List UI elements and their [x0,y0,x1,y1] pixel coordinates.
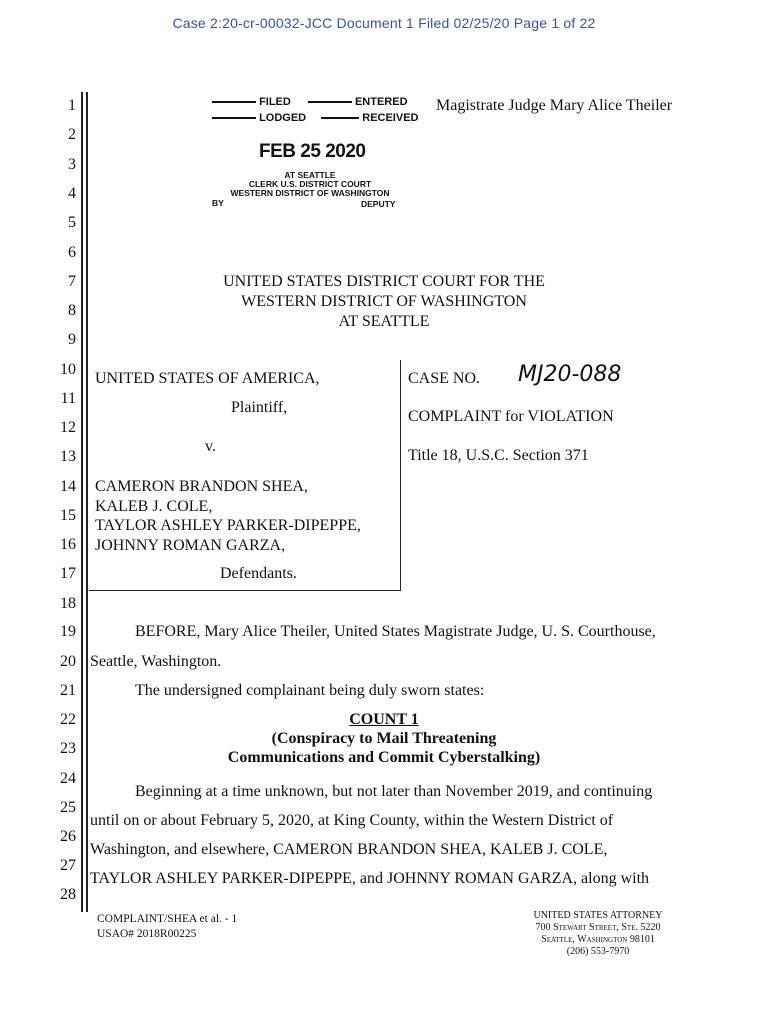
before-line-2: Seattle, Washington. [90,653,222,670]
stamp-lodged: LODGED [259,112,307,124]
line-number: 20 [60,653,76,670]
line-number: 22 [60,711,76,728]
case-no-handwritten: MJ20-088 [518,362,622,387]
stamp-lines [218,171,402,198]
stamp-clerk: CLERK U.S. DISTRICT COURT [248,179,372,189]
stamp-at: AT SEATTLE [284,170,336,180]
caption-box [89,360,401,591]
footer-office: UNITED STATES ATTORNEY [533,910,663,921]
line-number: 24 [60,770,76,787]
stamp-filed: FILED [259,96,291,108]
statute: Title 18, U.S.C. Section 371 [408,447,589,464]
defendant-list [95,477,361,555]
court-line-3: AT SEATTLE [338,313,430,330]
versus: v. [205,438,216,455]
line-number: 28 [60,886,76,903]
sworn-statement: The undersigned complainant being duly sworn states: [135,682,485,699]
count-subtitle-2: Communications and Commit Cyberstalking) [227,749,541,766]
footer-phone: (206) 553-7970 [566,946,630,957]
stamp-date: FEB 25 2020 [259,141,366,162]
line-number: 14 [60,478,76,495]
line-number: 25 [60,799,76,816]
paragraph-line: TAYLOR ASHLEY PARKER-DIPEPPE, and JOHNNY ROMAN GARZA, along with [90,870,650,887]
page-header: Case 2:20-cr-00032-JCC Document 1 Filed 02/25/20 Page 1 of 22 [172,15,596,31]
count-heading [150,710,618,767]
line-number: 13 [60,448,76,465]
court-line-1: UNITED STATES DISTRICT COURT FOR THE [223,273,545,290]
line-number: 9 [68,331,76,348]
stamp-by: BY [212,198,224,208]
court-line-2: WESTERN DISTRICT OF WASHINGTON [241,293,527,310]
footer-city: Seattle, Washington 98101 [541,934,655,945]
complaint-title: COMPLAINT for VIOLATION [408,408,614,425]
line-number: 18 [60,595,76,612]
defendants-label: Defendants. [220,565,297,582]
stamp-deputy: DEPUTY [361,199,396,209]
before-line-1: BEFORE, Mary Alice Theiler, United States Magistrate Judge, U. S. Courthouse, [135,623,656,640]
line-number: 5 [68,214,76,231]
line-number: 19 [60,623,76,640]
court-heading [150,272,618,332]
line-number: 3 [68,156,76,173]
defendant-name: TAYLOR ASHLEY PARKER-DIPEPPE, [95,517,361,534]
footer-left [97,912,237,942]
paragraph-line: Beginning at a time unknown, but not later than November 2019, and continuing [135,783,653,800]
footer-caption: COMPLAINT/SHEA et al. - 1 [97,913,238,925]
stamp-entered: ENTERED [354,96,408,108]
plaintiff-name: UNITED STATES OF AMERICA, [95,370,320,387]
stamp-row-lodged [212,112,419,124]
case-no-label: CASE NO. [408,370,481,387]
paragraph-line: Washington, and elsewhere, CAMERON BRANDON SHEA, KALEB J. COLE, [90,841,608,858]
line-number: 7 [68,273,76,290]
line-number: 27 [60,857,76,874]
line-number: 17 [60,565,76,582]
line-number: 16 [60,536,76,553]
line-number: 8 [68,302,76,319]
footer-right [498,910,698,958]
margin-rule-right [86,92,88,912]
stamp-received: RECEIVED [362,112,419,124]
stamp-district: WESTERN DISTRICT OF WASHINGTON [230,188,390,198]
magistrate-judge: Magistrate Judge Mary Alice Theiler [436,97,673,114]
count-title: COUNT 1 [349,711,419,728]
line-number: 6 [68,244,76,261]
defendant-name: JOHNNY ROMAN GARZA, [95,536,286,554]
line-number: 26 [60,828,76,845]
paragraph-line: until on or about February 5, 2020, at King County, within the Western District of [90,812,614,829]
line-number: 4 [68,185,76,202]
line-number: 23 [60,740,76,757]
line-number: 21 [60,682,76,699]
margin-rule-left [81,92,83,912]
line-number: 1 [68,97,76,114]
line-number: 12 [60,419,76,436]
plaintiff-label: Plaintiff, [231,399,288,416]
line-number: 10 [60,361,76,378]
defendant-name: KALEB J. COLE, [95,497,213,515]
line-number: 11 [60,390,76,407]
line-number: 15 [60,507,76,524]
stamp-row-filed [212,96,408,108]
line-number: 2 [68,126,76,143]
count-subtitle-1: (Conspiracy to Mail Threatening [271,730,497,747]
defendant-name: CAMERON BRANDON SHEA, [95,478,308,495]
footer-usao: USAO# 2018R00225 [97,928,197,940]
footer-street: 700 Stewart Street, Ste. 5220 [535,922,661,933]
